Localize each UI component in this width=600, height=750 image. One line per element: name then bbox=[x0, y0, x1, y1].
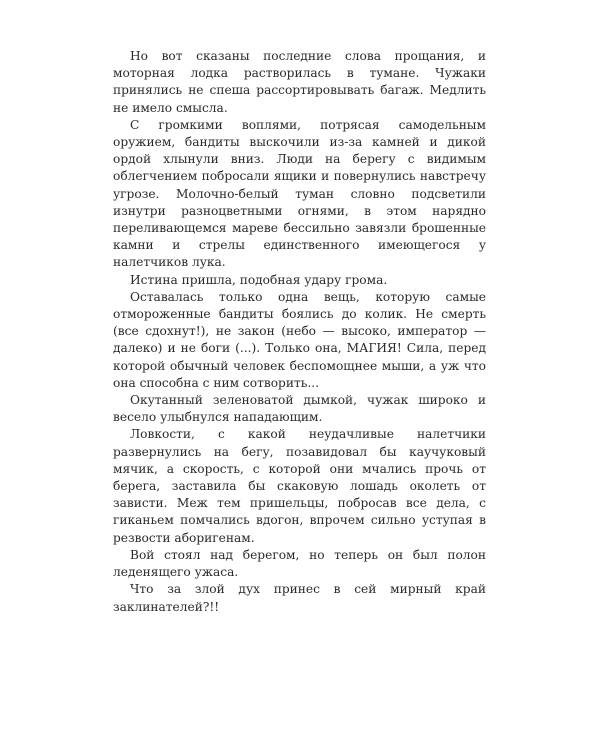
paragraph-4: Оставалась только одна вещь, которую самые отмороженные бандиты боялись до колик. Не смерть (все сдохнут!), не закон (небо — высоко, император — далеко) и не боги (...). Только она, МАГИЯ! Сила, перед которой обычный человек беспомощнее мыши, а уж что она способна с ним сотворить... bbox=[113, 289, 486, 390]
paragraph-2: С громкими воплями, потрясая самодельным оружием, бандиты выскочили из-за камней и дикой ордой хлынули вниз. Люди на берегу с видимым облегчением побросали ящики и повернулись навстречу угрозе. Молочно-белый туман словно подсветили изнутри разноцветными огнями, в этом нарядно переливающемся мареве бессильно завязли брошенные камни и стрелы единственного имеющегося у налетчиков лука. bbox=[113, 117, 486, 270]
paragraph-7: Вой стоял над берегом, но теперь он был полон леденящего ужаса. bbox=[113, 547, 486, 580]
paragraph-3: Истина пришла, подобная удару грома. bbox=[130, 272, 388, 287]
paragraph-5: Окутанный зеленоватой дымкой, чужак широко и весело улыбнулся нападающим. bbox=[113, 393, 486, 425]
paragraph-1: Но вот сказаны последние слова прощания, и моторная лодка растворилась в тумане. Чужаки принялись не спеша рассортировывать багаж. Медлить не имело смысла. bbox=[113, 49, 486, 115]
paragraph-6: Ловкости, с какой неудачливые налетчики развернулись на бегу, позавидовал бы каучуковый мячик, а скорость, с которой они мчались прочь от берега, заставила бы скаковую лошадь околеть от зависти. Меж тем пришельцы, побросав все дела, с гиканьем помчались вдогон, впрочем сильно уступая в резвости аборигенам. bbox=[113, 427, 486, 545]
paragraph-8: Что за злой дух принес в сей мирный край заклинателей?!! bbox=[113, 582, 486, 614]
body-text bbox=[113, 48, 486, 616]
